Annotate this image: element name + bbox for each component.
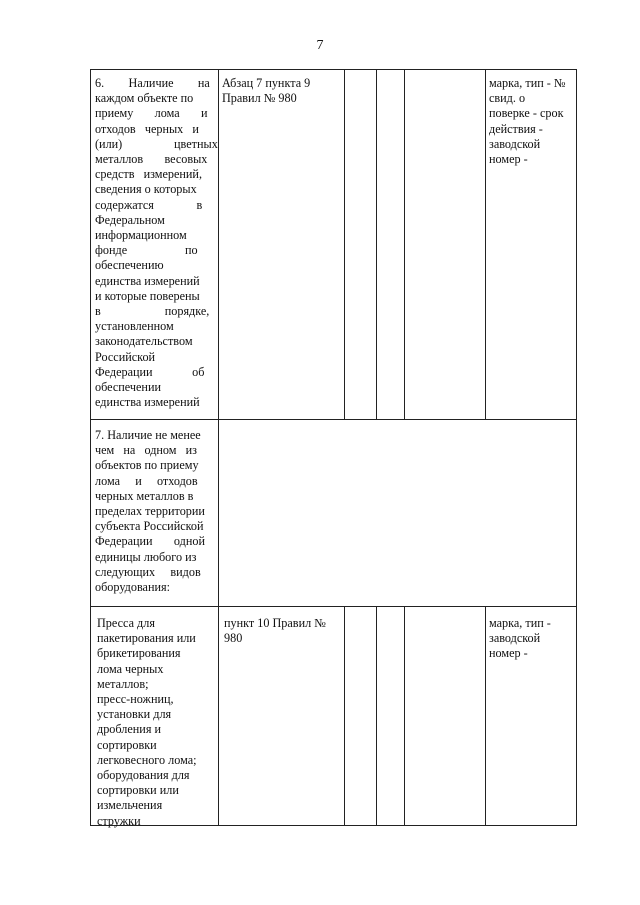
requirement-text-line: брикетирования	[97, 646, 181, 661]
requirement-text-line: каждом объекте по	[95, 91, 194, 106]
requirement-text-line: стружки	[97, 813, 141, 828]
details-cell	[489, 616, 575, 662]
requirement-text-line: лома и отходов	[95, 473, 198, 488]
requirement-text-line: единства измерений	[95, 395, 200, 410]
requirement-text-line: обеспечении	[95, 380, 161, 395]
requirement-text-line: пределах территории	[95, 504, 205, 519]
table-row	[90, 419, 577, 607]
details-text-line: действия -	[489, 121, 543, 136]
requirement-text-line: сортировки или	[97, 783, 179, 798]
column-divider	[404, 70, 405, 419]
column-divider	[404, 607, 405, 825]
details-text-line: марка, тип -	[489, 616, 551, 630]
requirement-text-line: законодательством	[95, 334, 193, 349]
details-text-line: номер -	[489, 152, 528, 167]
column-divider	[376, 607, 377, 825]
requirement-text-line: и которые поверены	[95, 288, 200, 303]
requirement-text-line: субъекта Российской	[95, 519, 204, 534]
details-text-line: свид. о	[489, 91, 526, 106]
reference-text-line: пункт 10 Правил №	[224, 616, 326, 630]
requirement-text-line: Федеральном	[95, 212, 165, 227]
requirement-text-line: обеспечению	[95, 258, 164, 273]
requirement-text-line: сортировки	[97, 737, 157, 752]
requirement-text-line: лома черных	[97, 661, 164, 676]
requirement-cell	[97, 616, 215, 829]
requirement-text-line: содержатся в	[95, 197, 203, 212]
requirement-text-line: установленном	[95, 319, 174, 334]
requirement-text-line: установки для	[97, 707, 172, 722]
requirement-text-line: металлов весовых	[95, 152, 208, 167]
requirement-text-line: пресс-ножниц,	[97, 692, 174, 707]
requirement-text-line: оборудования для	[97, 768, 190, 783]
requirement-text-line: Федерации об	[95, 364, 205, 379]
reference-text-line: 980	[224, 631, 243, 646]
requirement-text-line: следующих видов	[95, 564, 201, 579]
requirement-text-line: черных металлов в	[95, 488, 194, 503]
column-divider	[218, 420, 219, 606]
requirement-text-line: измельчения	[97, 798, 163, 813]
requirement-text-line: сведения о которых	[95, 182, 197, 197]
requirement-text-line: Российской	[95, 349, 156, 364]
requirement-text-line: единства измерений	[95, 273, 200, 288]
requirement-text-line: оборудования:	[95, 580, 170, 595]
requirement-text-line: Федерации одной	[95, 534, 205, 549]
requirement-text-line: приему лома и	[95, 106, 208, 121]
requirement-text-line: в порядке,	[95, 304, 210, 319]
details-text-line: заводской	[489, 631, 541, 646]
details-text-line: номер -	[489, 646, 528, 661]
requirement-text-line: информационном	[95, 228, 187, 243]
requirement-text-line: чем на одном из	[95, 443, 197, 458]
details-text-line: марка, тип - №	[489, 76, 566, 90]
column-divider	[376, 70, 377, 419]
requirement-text-line: 7. Наличие не менее	[95, 428, 201, 442]
requirement-cell	[95, 428, 215, 595]
column-divider	[218, 70, 219, 419]
requirement-text-line: пакетирования или	[97, 631, 196, 646]
column-divider	[218, 607, 219, 825]
requirement-text-line: легковесного лома;	[97, 752, 197, 767]
requirement-text-line: средств измерений,	[95, 167, 202, 182]
column-divider	[485, 70, 486, 419]
column-divider	[344, 607, 345, 825]
page-number: 7	[316, 38, 324, 53]
requirement-cell	[95, 76, 218, 410]
reference-cell	[224, 616, 342, 646]
reference-text-line: Правил № 980	[222, 91, 297, 106]
requirement-text-line: металлов;	[97, 676, 149, 691]
column-divider	[485, 607, 486, 825]
reference-text-line: Абзац 7 пункта 9	[222, 76, 311, 90]
column-divider	[344, 70, 345, 419]
details-text-line: заводской	[489, 136, 541, 151]
details-cell	[489, 76, 575, 167]
table-row	[90, 606, 577, 826]
table-row	[90, 69, 577, 420]
requirement-text-line: дробления и	[97, 722, 161, 737]
requirement-text-line: объектов по приему	[95, 458, 199, 473]
requirement-text-line: отходов черных и	[95, 121, 199, 136]
compliance-table	[90, 69, 577, 826]
requirement-text-line: единицы любого из	[95, 549, 197, 564]
requirement-text-line: фонде по	[95, 243, 198, 258]
requirement-text-line: (или) цветных	[95, 136, 218, 151]
details-text-line: поверке - срок	[489, 106, 564, 121]
requirement-text-line: 6. Наличие на	[95, 76, 210, 90]
requirement-text-line: Пресса для	[97, 616, 155, 630]
reference-cell	[222, 76, 342, 106]
